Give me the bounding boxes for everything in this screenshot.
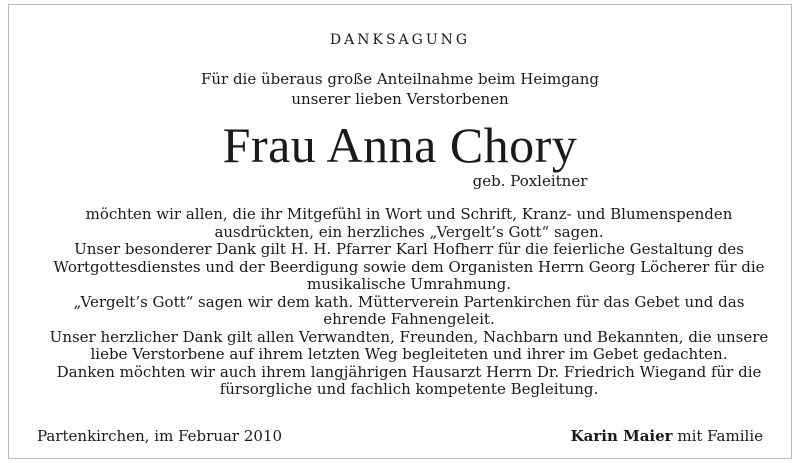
- body-line: Wortgottesdienstes und der Beerdigung sowie dem Organisten Herrn Georg Löcherer für die: [53, 257, 765, 276]
- body-line: möchten wir allen, die ihr Mitgefühl in Wort und Schrift, Kranz- und Blumenspenden: [85, 205, 733, 223]
- body-line: ausdrückten, ein herzliches „Vergelt’s Gott“ sagen.: [214, 222, 604, 241]
- signature: [571, 427, 763, 445]
- intro-line-1: Für die überaus große Anteilnahme beim Heimgang: [200, 70, 600, 88]
- intro-line-2: unserer lieben Verstorbenen: [291, 90, 509, 108]
- signer-suffix: mit Familie: [672, 427, 763, 445]
- body-line: „Vergelt’s Gott“ sagen wir dem kath. Mütterverein Partenkirchen für das Gebet und das: [73, 292, 745, 311]
- obituary-notice: [8, 4, 792, 459]
- body-line: liebe Verstorbene auf ihrem letzten Weg begleiteten und ihrer im Gebet gedachten.: [90, 345, 728, 363]
- place-date: Partenkirchen, im Februar 2010: [37, 427, 283, 445]
- deceased-name: Frau Anna Chory: [222, 117, 578, 173]
- body-line: musikalische Umrahmung.: [307, 275, 511, 293]
- body-line: Unser besonderer Dank gilt H. H. Pfarrer Karl Hofherr für die feierliche Gestaltung des: [74, 240, 744, 258]
- signer-name: Karin Maier: [570, 427, 673, 445]
- body-line: Unser herzlicher Dank gilt allen Verwandten, Freunden, Nachbarn und Bekannten, die unsere: [49, 327, 769, 346]
- thanks-body: [29, 206, 789, 399]
- body-line: Danken möchten wir auch ihrem langjährigen Hausarzt Herrn Dr. Friedrich Wiegand für die: [56, 362, 762, 381]
- body-line: ehrende Fahnengeleit.: [323, 310, 495, 328]
- birth-name: geb. Poxleitner: [472, 172, 588, 190]
- body-line: fürsorgliche und fachlich kompetente Begleitung.: [219, 380, 599, 398]
- notice-heading: DANKSAGUNG: [329, 32, 471, 48]
